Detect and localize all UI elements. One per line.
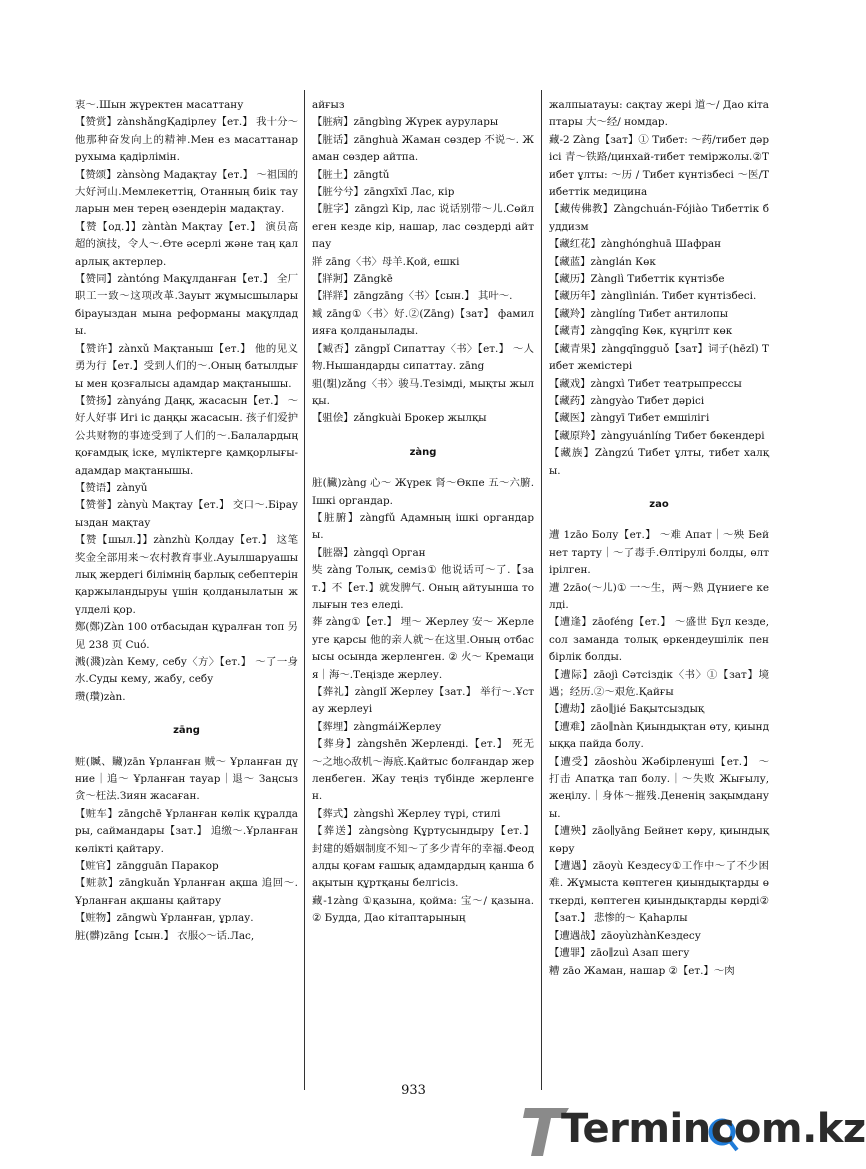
entry: 【遭劫】zāo∥jié Бақытсыздық xyxy=(549,703,705,716)
entry: 脏(臟)zàng 心～ Жүрек 肾～Өкпе 五～六腑.Ішкі органдар. xyxy=(312,477,534,507)
entry: 【藏历年】zànglìnián. Тибет күнтізбесі. xyxy=(549,290,757,303)
entry: 【遭难】zāo∥nàn Қиындықтан өту, қиындыққа пайда болу. xyxy=(549,720,770,751)
entry: 【脏字】zāngzì Кір, лас 说话别带～儿.Сөйлеген кезде кір, нашар, лас сөздерді айтпау xyxy=(312,203,534,251)
entry: 【赞同】zàntóng Мақұлданған【ет.】 全厂职工一致～这项改革.Зауыт жұмысшылары бірауыздан мына реформаны мақұлдады. xyxy=(75,273,298,338)
entry: 【驵侩】zǎngkuài Брокер жылқы xyxy=(312,412,487,425)
entry: 【遭殃】zāo∥yāng Бейнет көру, қиындық көру xyxy=(549,825,769,855)
entries-col1-part2 xyxy=(75,754,298,945)
entry: 【赃物】zāngwù Ұрланған, ұрлау. xyxy=(75,912,254,925)
entry: 【赞【од.】】zàntàn Мақтау【ет.】 演员高超的演技，令人～.Өте әсерлі және таң қаларлық актерлер. xyxy=(75,220,298,268)
entry: 糟 zāo Жаман, нашар ②【ет.】～肉 xyxy=(549,964,735,977)
entry: 【藏青果】zàngqīngguǒ【зат】词子(hēzǐ) Тибет жемістері xyxy=(549,342,769,373)
entry: 【臧否】zāngpǐ Сипаттау〈书〉【ет.】 ～人物.Нышандарды сипаттау. zāng xyxy=(312,342,534,373)
page-number: 933 xyxy=(401,1083,426,1098)
entry: 赃(贓、贜)zān Ұрланған 贼～ Ұрланған дүние｜追～ Ұрланған тауар｜退～ Заңсыз 贪～枉法.Зиян жасаған. xyxy=(75,755,298,803)
entry: 【藏药】zàngyào Тибет дәрісі xyxy=(549,394,705,407)
entry: 【藏青】zàngqīng Көк, күңгілт көк xyxy=(549,325,733,338)
entries-col3-part2 xyxy=(549,527,769,980)
entry: 【牂牂】zāngzāng〈书〉【сын.】 其叶～. xyxy=(312,290,513,303)
entry: 【脏器】zàngqì Орган xyxy=(312,546,426,559)
entry: 【赞颂】zànsòng Мадақтау【ет.】 ～祖国的大好河山.Мемлекеттің, Отанның биік тауларын мен терең өзендерін мадақтау. xyxy=(75,168,298,216)
logo-text: Termincom.kz xyxy=(561,1106,866,1152)
entries-col2-part2 xyxy=(312,475,534,928)
entry: 【藏传佛教】Zàngchuán-Fójiào Тибеттік буддизм xyxy=(549,203,769,233)
dictionary-column-1 xyxy=(75,97,298,945)
entry: 【遭遇战】zāoyùzhànКездесу xyxy=(549,929,701,942)
entry: 【葬埋】zàngmáiЖерлеу xyxy=(312,720,442,733)
entry: 【赃官】zāngguān Паракор xyxy=(75,860,219,873)
entry: 鄭(鄭)Zàn 100 отбасыдан құралған топ 另见 238 页 Cuó. xyxy=(75,621,298,651)
entry: 【脏病】zāngbìng Жүрек аурулары xyxy=(312,116,499,129)
entry: 奘 zàng Толық, семіз① 他说话可～了.【зат.】不【ет.】就发脾气. Оның айтуынша толығын тез еледі. xyxy=(312,564,534,611)
entry: 【遭受】zāoshòu Жәбірленуші【ет.】 ～打击 Апатқа тап болу.｜～失败 Жығылу, жеңілу.｜身体～摧残.Дененің зақымдануы. xyxy=(549,755,769,820)
entry: 【赞许】zànxǔ Мақтаныш【ет.】 他的见义勇为行【ет.】受到人们的～.Оның батылдығы мен қозғалысы адамдар мақтанышы. xyxy=(75,342,298,390)
column-divider-2 xyxy=(541,90,542,1090)
entry: 【赞【шыл.】】zànzhù Қолдау【ет.】 这笔奖金全部用来～农村教育事业.Ауылшаруашылық жердегі білімнің барлық себептерін қаржыландыруы үшін қолданылатын жүлделі қор. xyxy=(75,534,298,616)
entry: 【遭罪】zāo∥zuì Азап шегу xyxy=(549,947,690,960)
entry: 【藏历】Zànglì Тибеттік күнтізбе xyxy=(549,273,725,286)
entry: 【藏原羚】zàngyuánlíng Тибет бөкендері xyxy=(549,429,765,442)
entry: 遭 2zāo(～儿)① 一～生，两～熟 Дүниеге келді. xyxy=(549,581,769,611)
entry: 牂 zāng〈书〉母羊.Қой, ешкі xyxy=(312,255,460,268)
section-heading-zang: zāng xyxy=(173,725,200,737)
section-heading-zao: zao xyxy=(649,498,669,510)
entry: 臧 zāng①〈书〉好.②(Zāng)【зат】 фамилияға қолданылады. xyxy=(312,307,534,338)
entry: 葬 zàng①【ет.】 埋～ Жерлеу 安～ Жерлеуге қарсы 他的亲人就～在这里.Оның отбасысы осында жерленген. ② 火～ Кремация｜海～.Теңізде жерлеу. xyxy=(312,616,534,681)
entry: 【遭逢】zāoféng【ет.】 ～盛世 Бұл кезде, сол заманда толық өркендеушілік пен бірлік болды. xyxy=(549,616,769,664)
entry: 遭 1zāo Болу【ет.】 ～难 Апат｜～殃 Бейнет тарту｜～了毒手.Өлтірулі болды, өлтірілген. xyxy=(549,529,769,577)
entries-col1 xyxy=(75,97,298,706)
entry: 【赞誉】zànyù Мақтау【ет.】 交口～.Бірауыздан мақтау xyxy=(75,499,298,529)
entry: 【脏腑】zàngfǔ Адамның ішкі органдары. xyxy=(312,511,534,542)
entry: 溅(濺)zàn Кему, себу〈方〉【ет.】 ～了一身水.Суды кему, жабу, себу xyxy=(75,656,298,686)
entry: 衷～.Шын жүректен масаттану xyxy=(75,99,244,111)
section-heading-zang-4: zàng xyxy=(409,446,437,458)
entry: 【藏羚】zànglíng Тибет антилопы xyxy=(549,307,729,320)
entry: 藏-2 Zàng【зат】① Тибет: ～药/тибет дәрісі 青～铁路/цинхай-тибет теміржолы.②Тибет ұлты: ～历 / Тибет күнтізбесі ～医/Тибеттік медицина xyxy=(549,133,769,199)
entry: 【脏兮兮】zāngxīxī Лас, кір xyxy=(312,186,455,199)
entry: 【藏蓝】zànglán Көк xyxy=(549,255,656,268)
entry: 【脏土】zāngtǔ xyxy=(312,168,390,181)
entry: 【遭遇】zāoyù Кездесу①工作中～了不少困难. Жұмыста көптеген қиындықтарды өткерді, көптеген қиындықтарды көрді②【зат.】 悲惨的～ Қаһарлы xyxy=(549,860,769,925)
entry: 【藏医】zàngyī Тибет емшілігі xyxy=(549,412,710,425)
entry: 【赃款】zāngkuǎn Ұрланған ақша 追回～. Ұрланған ақшаны қайтару xyxy=(75,877,298,907)
entry: 【赞扬】zànyáng Даңқ, жасасын【ет.】 ～好人好事 Игі іс даңқы жасасын. 孩子们爱护公共财物的事迹受到了人们的～.Балалардың қоғамдық іске, мүліктерге қамқорлығы- адамдар мақтанышы. xyxy=(75,394,298,477)
entry: 【赞语】zànyǔ xyxy=(75,481,148,494)
entry: 【藏戏】zàngxì Тибет театрыпрессы xyxy=(549,377,742,390)
entry: 【赞赏】zànshǎngҚадірлеу【ет.】 我十分～他那种奋发向上的精神.Мен ез масаттанар рухыма қадірлімін. xyxy=(75,116,298,164)
dictionary-column-3 xyxy=(549,97,769,980)
entry: 【葬送】zàngsòng Құртусындыру【ет.】 封建的婚姻制度不知～了多少青年的幸福.Феодалды қоғам ғашық адамдардың қанша бақытын құртқаны белгісіз. xyxy=(312,825,534,890)
entry: 脏(髒)zāng【сын.】 衣服◇～话.Лас, xyxy=(75,929,255,942)
entry: 【脏话】zānghuà Жаман сөздер 不说～. Жаман сөздер айтпа. xyxy=(312,133,534,164)
termincom-logo xyxy=(523,1100,866,1160)
entry: 【葬身】zàngshēn Жерленді.【ет.】 死无～之地◇敌机～海底.Қайтыс болғандар жерленбеген. Жау теңіз түбінде жерленген. xyxy=(312,738,534,803)
entry: 【牂牁】Zāngkē xyxy=(312,273,393,286)
column-divider-1 xyxy=(304,90,305,1090)
entry: 【藏红花】zànghónghuā Шафран xyxy=(549,238,722,251)
entry: 【赃车】zāngchē Ұрланған көлік құралдары, саймандары【зат.】 追缴～.Ұрланған көлікті қайтару. xyxy=(75,807,298,855)
entry: 瓒(瓚)zàn. xyxy=(75,690,126,703)
entries-col2 xyxy=(312,97,534,428)
entry: айғыз xyxy=(312,99,345,111)
dictionary-column-2 xyxy=(312,97,534,928)
entry: 藏-1zàng ①қазына, қойма: 宝～/ қазына. ② Будда, Дао кітаптарының xyxy=(312,894,534,925)
entry: 【葬式】zàngshì Жерлеу түрі, стилі xyxy=(312,807,501,820)
entry: 驵(駔)zǎng〈书〉骏马.Тезімді, мықты жылқы. xyxy=(312,377,534,407)
entry: жалпыатауы: сақтау жері 道～/ Дао кітаптары 大～经/ номдар. xyxy=(549,99,769,129)
entries-col3 xyxy=(549,97,769,480)
entry: 【葬礼】zànglǐ Жерлеу【зат.】 举行～.Ұстау жерлеуі xyxy=(312,686,534,716)
entry: 【遭际】zāojì Сәтсіздік〈书〉①【зат】境遇；经历.②～艰危.Қайғы xyxy=(549,668,769,698)
entry: 【藏族】Zàngzú Тибет ұлты, тибет халқы. xyxy=(549,447,769,477)
